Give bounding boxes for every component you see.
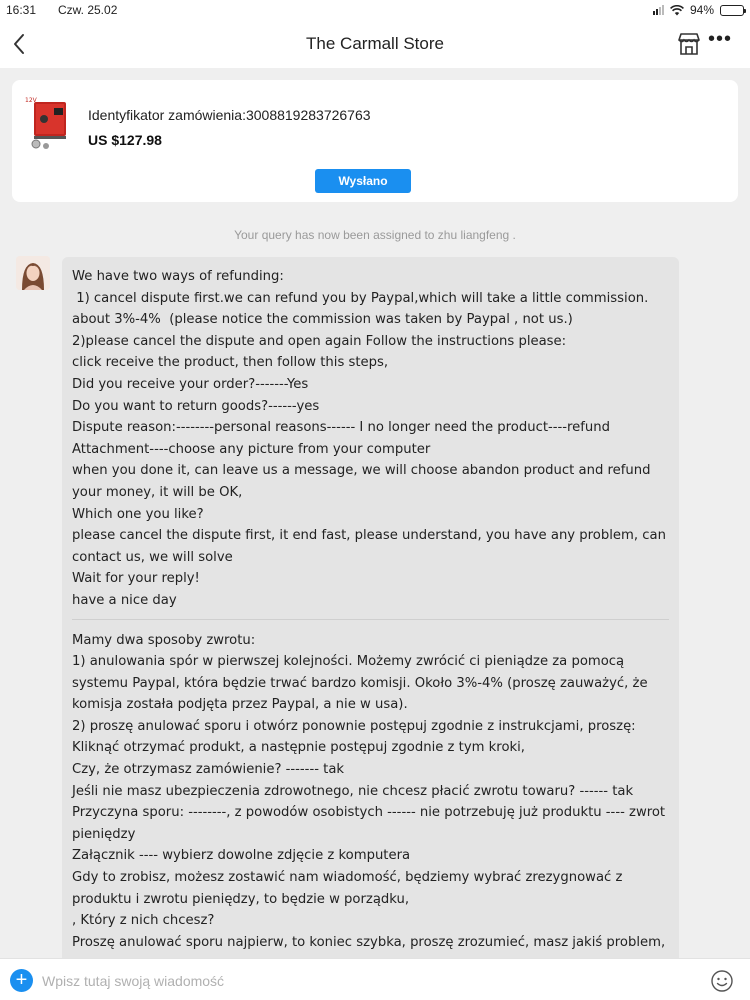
message-english-line: Attachment----choose any picture from your computer bbox=[72, 441, 431, 457]
order-area bbox=[0, 68, 750, 214]
nav-bar bbox=[0, 20, 750, 68]
status-bar bbox=[0, 0, 750, 20]
message-english-line: Did you receive your order?-------Yes bbox=[72, 376, 309, 392]
smiley-icon[interactable] bbox=[710, 969, 734, 993]
message-polish-line: Przyczyna sporu: --------, z powodów osobistych ------ nie potrzebuję już produktu ---- zwrot pieniędzy bbox=[72, 805, 670, 842]
status-time: 16:31 bbox=[6, 3, 37, 17]
more-dots-icon[interactable]: ••• bbox=[708, 28, 733, 50]
message-english-line: 1) cancel dispute first.we can refund you by Paypal,which will take a little commission. about 3%-4% (please notice the commission was taken by Paypal , not us.) bbox=[72, 290, 653, 328]
status-indicators bbox=[653, 3, 744, 17]
message-english-line: Which one you like? bbox=[72, 506, 204, 522]
status-date: Czw. 25.02 bbox=[58, 3, 118, 17]
order-price: US $127.98 bbox=[88, 132, 162, 148]
plus-icon[interactable]: + bbox=[10, 969, 33, 992]
message-polish-line: Czy, że otrzymasz zamówienie? ------- tak bbox=[72, 762, 345, 778]
page-title: The Carmall Store bbox=[306, 34, 444, 53]
message-polish-line: , Który z nich chcesz? bbox=[72, 913, 215, 929]
message-polish-line: Jeśli nie masz ubezpieczenia zdrowotnego, nie chcesz płacić zwrotu towaru? ------ tak bbox=[72, 783, 634, 799]
battery-percent: 94% bbox=[689, 3, 714, 17]
message-polish-line: Gdy to zrobisz, możesz zostawić nam wiadomość, będziemy wybrać zrezygnować z produktu i zwrotu pieniędzy, to będzie w porządku, bbox=[72, 870, 627, 907]
thumb-label: 12V bbox=[25, 97, 37, 104]
message-english bbox=[72, 266, 669, 612]
message-polish-line: 1) anulowania spór w pierwszej kolejności. Możemy zwrócić ci pieniądze za pomocą systemu Paypal, która będzie trwać bardzo komisji. Około 3%-4% (proszę zauważyć, że komisja została podjęta przez Paypal, a nie w usa). bbox=[72, 654, 652, 713]
signal-icon bbox=[653, 5, 664, 15]
message-polish-line: Kliknąć otrzymać produkt, a następnie postępuj zgodnie z tym kroki, bbox=[72, 740, 526, 756]
message-divider bbox=[72, 619, 669, 620]
message-english-line: Wait for your reply! bbox=[72, 571, 200, 587]
message-english-line: Dispute reason:--------personal reasons------ I no longer need the product----refund bbox=[72, 420, 611, 436]
message-input[interactable] bbox=[42, 966, 698, 996]
input-bar bbox=[0, 958, 750, 1000]
message-english-line: 2)please cancel the dispute and open again Follow the instructions please: bbox=[72, 333, 567, 349]
message-polish-line: Mamy dwa sposoby zwrotu: bbox=[72, 632, 256, 648]
message-english-line: when you done it, can leave us a message, we will choose abandon product and refund your money, it will be OK, bbox=[72, 463, 655, 500]
avatar[interactable] bbox=[16, 256, 50, 290]
message-english-line: Do you want to return goods?------yes bbox=[72, 398, 320, 414]
product-thumbnail[interactable] bbox=[24, 94, 74, 152]
wifi-icon bbox=[670, 5, 684, 16]
order-status-button[interactable]: Wysłano bbox=[315, 169, 411, 193]
order-id: Identyfikator zamówienia:3008819283726763 bbox=[88, 107, 371, 123]
message-polish-line: 2) proszę anulować sporu i otwórz ponownie postępuj zgodnie z instrukcjami, proszę: bbox=[72, 718, 636, 734]
message-polish-line: Załącznik ---- wybierz dowolne zdjęcie z komputera bbox=[72, 848, 411, 864]
avatar-image bbox=[16, 256, 50, 290]
system-notice: Your query has now been assigned to zhu liangfeng . bbox=[234, 228, 516, 242]
message-polish-line: Proszę anulować sporu najpierw, to koniec szybka, proszę zrozumieć, masz jakiś problem, bbox=[72, 934, 666, 950]
battery-icon bbox=[720, 5, 744, 16]
message-english-line: We have two ways of refunding: bbox=[72, 269, 284, 284]
message-english-line: click receive the product, then follow this steps, bbox=[72, 355, 389, 371]
message-english-line: have a nice day bbox=[72, 592, 177, 608]
message-english-line: please cancel the dispute first, it end fast, please understand, you have any problem, can contact us, we will solve bbox=[72, 528, 671, 565]
store-icon[interactable] bbox=[676, 31, 702, 57]
message-bubble[interactable] bbox=[62, 257, 679, 977]
message-polish bbox=[72, 630, 669, 954]
